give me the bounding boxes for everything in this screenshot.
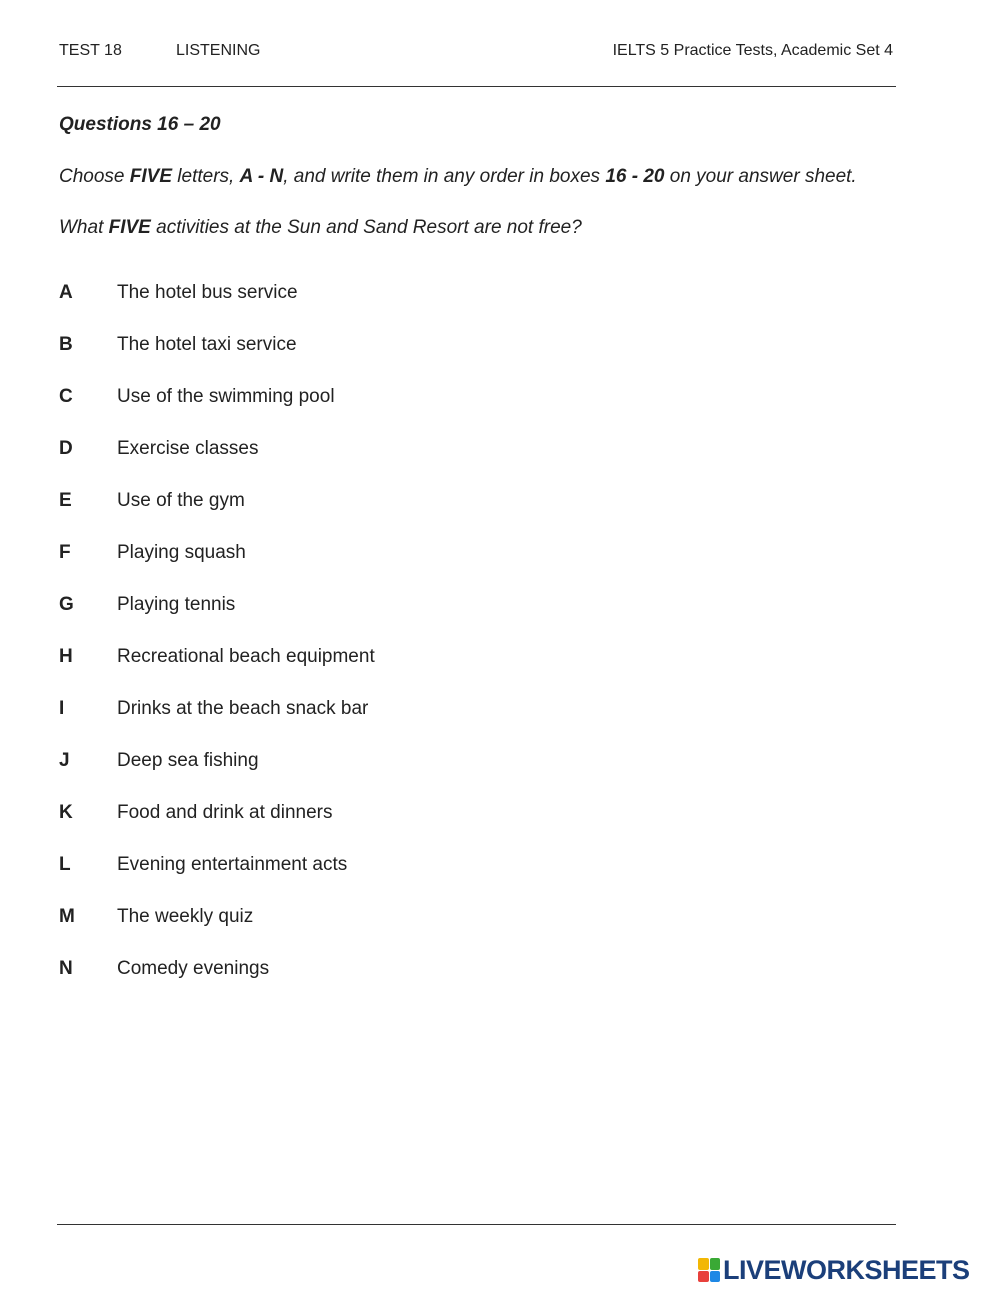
instruction-text: Choose FIVE letters, A - N, and write them in any order in boxes 16 - 20 on your answer sheet. xyxy=(59,166,857,187)
option-letter: B xyxy=(59,334,73,355)
option-l xyxy=(59,854,859,906)
option-letter: J xyxy=(59,750,70,771)
option-j xyxy=(59,750,859,802)
option-text: Recreational beach equipment xyxy=(117,646,375,667)
option-text: Drinks at the beach snack bar xyxy=(117,698,369,719)
option-text: Exercise classes xyxy=(117,438,259,459)
option-letter: N xyxy=(59,958,73,979)
option-n xyxy=(59,958,859,1010)
option-text: Playing squash xyxy=(117,542,246,563)
option-letter: F xyxy=(59,542,71,563)
option-text: Use of the gym xyxy=(117,490,245,511)
test-number: TEST 18 xyxy=(59,42,122,59)
option-letter: D xyxy=(59,438,73,459)
option-text: Evening entertainment acts xyxy=(117,854,348,875)
option-text: Deep sea fishing xyxy=(117,750,259,771)
option-text: Playing tennis xyxy=(117,594,236,615)
option-letter: H xyxy=(59,646,73,667)
option-i xyxy=(59,698,859,750)
questions-title: Questions 16 – 20 xyxy=(59,114,221,135)
logo-text: LIVEWORKSHEETS xyxy=(723,1254,970,1285)
option-a xyxy=(59,282,859,334)
option-f xyxy=(59,542,859,594)
liveworksheets-logo xyxy=(698,1255,970,1285)
option-letter: C xyxy=(59,386,73,407)
option-text: Food and drink at dinners xyxy=(117,802,333,823)
option-text: Comedy evenings xyxy=(117,958,270,979)
option-m xyxy=(59,906,859,958)
option-text: The weekly quiz xyxy=(117,906,254,927)
option-letter: L xyxy=(59,854,71,875)
option-b xyxy=(59,334,859,386)
option-c xyxy=(59,386,859,438)
option-letter: E xyxy=(59,490,72,511)
option-d xyxy=(59,438,859,490)
option-letter: I xyxy=(59,698,65,719)
option-letter: A xyxy=(59,282,73,303)
option-g xyxy=(59,594,859,646)
page-header xyxy=(59,42,893,64)
live-logo-icon xyxy=(698,1258,720,1282)
option-letter: K xyxy=(59,802,73,823)
option-e xyxy=(59,490,859,542)
option-h xyxy=(59,646,859,698)
question-text: What FIVE activities at the Sun and Sand Resort are not free? xyxy=(59,217,582,238)
option-k xyxy=(59,802,859,854)
option-text: Use of the swimming pool xyxy=(117,386,335,407)
header-divider xyxy=(57,86,896,87)
option-text: The hotel bus service xyxy=(117,282,298,303)
option-text: The hotel taxi service xyxy=(117,334,297,355)
option-letter: G xyxy=(59,594,74,615)
footer-divider xyxy=(57,1224,896,1225)
option-letter: M xyxy=(59,906,75,927)
section-name: LISTENING xyxy=(176,42,261,59)
book-title: IELTS 5 Practice Tests, Academic Set 4 xyxy=(612,42,893,59)
options-list xyxy=(59,282,859,1010)
